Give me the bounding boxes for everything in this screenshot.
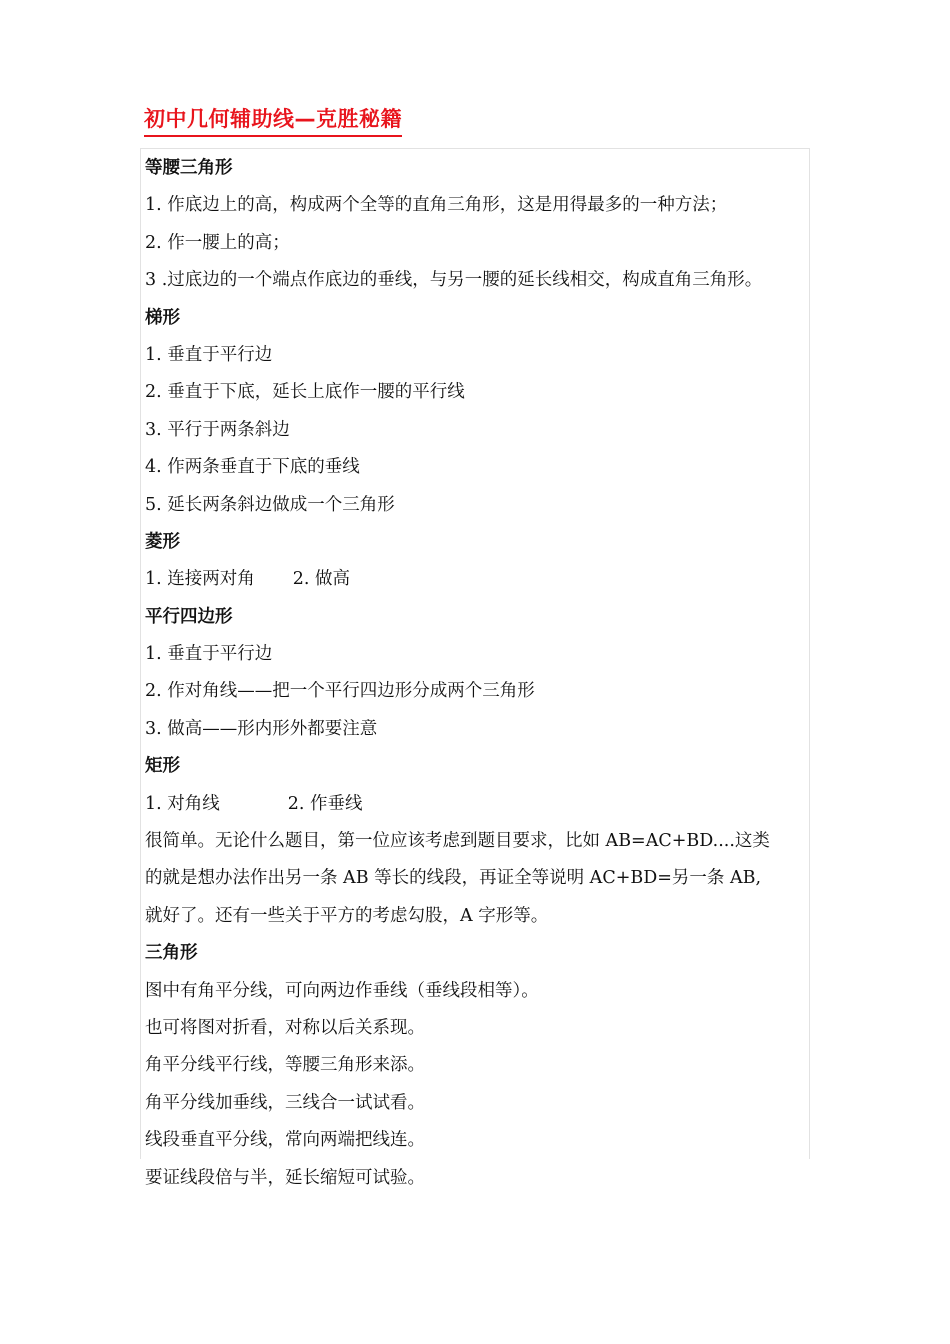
list-item: 2. 垂直于下底，延长上底作一腰的平行线 (145, 382, 465, 403)
section-heading-rectangle: 矩形 (145, 756, 180, 777)
section-heading-rhombus: 菱形 (145, 531, 180, 552)
list-item-text: 1. 连接两对角 (145, 569, 255, 590)
list-item: 也可将图对折看，对称以后关系现。 (145, 1017, 425, 1038)
list-item: 1. 垂直于平行边 (145, 344, 273, 365)
list-item: 3. 平行于两条斜边 (145, 419, 290, 440)
list-item (145, 786, 825, 823)
list-item: 角平分线平行线，等腰三角形来添。 (145, 1055, 425, 1076)
list-item: 2. 作一腰上的高； (145, 232, 290, 253)
list-item: 要证线段倍与半，延长缩短可试验。 (145, 1167, 425, 1188)
paragraph-line: 就好了。还有一些关于平方的考虑勾股，A 字形等。 (145, 905, 549, 926)
list-item: 1. 垂直于平行边 (145, 644, 273, 665)
list-item: 3. 做高——形内形外都要注意 (145, 718, 378, 739)
list-item-text: 2. 做高 (292, 569, 351, 590)
section-heading-trapezoid: 梯形 (145, 307, 180, 328)
list-item-text: 1. 对角线 (145, 793, 220, 814)
section-heading-triangle: 三角形 (145, 943, 198, 964)
list-item (145, 561, 825, 598)
paragraph-line: 很简单。无论什么题目，第一位应该考虑到题目要求，比如 AB=AC+BD....这类 (145, 831, 770, 852)
section-heading-isosceles: 等腰三角形 (145, 158, 233, 178)
list-item-text: 2. 作垂线 (287, 793, 363, 814)
document-title: 初中几何辅助线—克胜秘籍 (144, 104, 402, 137)
list-item: 线段垂直平分线，常向两端把线连。 (145, 1130, 425, 1151)
list-item: 5. 延长两条斜边做成一个三角形 (145, 494, 395, 515)
paragraph-line: 的就是想办法作出另一条 AB 等长的线段，再证全等说明 AC+BD=另一条 AB, (145, 868, 762, 889)
document-body (145, 150, 825, 1197)
section-heading-parallelogram: 平行四边形 (145, 606, 233, 627)
list-item: 4. 作两条垂直于下底的垂线 (145, 457, 360, 478)
list-item: 角平分线加垂线，三线合一试试看。 (145, 1092, 425, 1113)
list-item: 图中有角平分线，可向两边作垂线（垂线段相等）。 (145, 980, 539, 1001)
list-item: 1. 作底边上的高，构成两个全等的直角三角形，这是用得最多的一种方法； (145, 195, 728, 216)
list-item: 3 .过底边的一个端点作底边的垂线，与另一腰的延长线相交，构成直角三角形。 (145, 270, 763, 291)
list-item: 2. 作对角线——把一个平行四边形分成两个三角形 (145, 681, 535, 702)
